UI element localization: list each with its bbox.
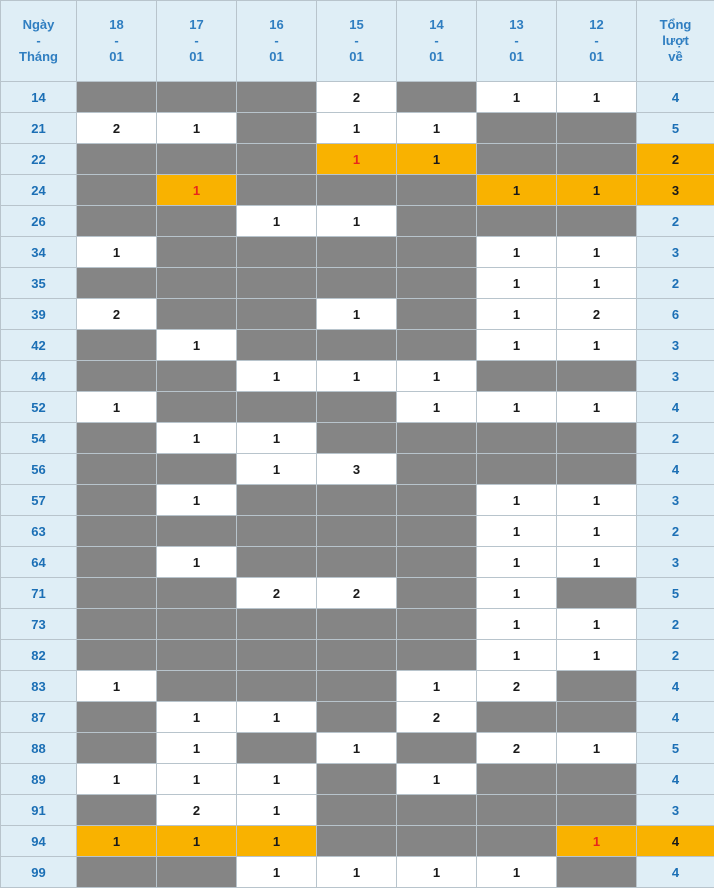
data-cell xyxy=(317,268,397,299)
table-row xyxy=(1,361,714,392)
header-line: - xyxy=(77,33,156,49)
data-cell xyxy=(557,795,637,826)
row-total: 4 xyxy=(637,671,714,702)
header-day-5 xyxy=(477,1,557,82)
data-cell: 1 xyxy=(317,144,397,175)
row-total: 2 xyxy=(637,423,714,454)
row-total: 2 xyxy=(637,268,714,299)
data-cell: 2 xyxy=(157,795,237,826)
table-row xyxy=(1,609,714,640)
data-cell: 1 xyxy=(477,330,557,361)
row-label[interactable]: 91 xyxy=(1,795,77,826)
data-cell: 1 xyxy=(557,330,637,361)
header-day-6 xyxy=(557,1,637,82)
header-date-label xyxy=(1,1,77,82)
data-cell: 1 xyxy=(237,826,317,857)
data-cell xyxy=(317,175,397,206)
header-line: 17 xyxy=(157,17,236,33)
table-row xyxy=(1,423,714,454)
data-cell xyxy=(77,640,157,671)
table-row xyxy=(1,237,714,268)
data-cell xyxy=(477,361,557,392)
row-label[interactable]: 35 xyxy=(1,268,77,299)
table-row xyxy=(1,640,714,671)
data-cell xyxy=(557,113,637,144)
row-total: 3 xyxy=(637,795,714,826)
data-cell: 1 xyxy=(477,516,557,547)
header-line: 01 xyxy=(477,49,556,65)
data-cell: 1 xyxy=(557,516,637,547)
header-line: 01 xyxy=(397,49,476,65)
row-total: 3 xyxy=(637,237,714,268)
data-cell: 1 xyxy=(557,82,637,113)
row-total: 3 xyxy=(637,175,714,206)
data-cell xyxy=(397,237,477,268)
data-cell xyxy=(317,826,397,857)
data-cell xyxy=(157,237,237,268)
table-row xyxy=(1,454,714,485)
data-cell: 1 xyxy=(477,175,557,206)
header-line: 15 xyxy=(317,17,396,33)
header-day-4 xyxy=(397,1,477,82)
header-line: - xyxy=(1,33,76,49)
row-label[interactable]: 57 xyxy=(1,485,77,516)
data-cell: 1 xyxy=(157,423,237,454)
table-row xyxy=(1,826,714,857)
data-cell xyxy=(77,423,157,454)
data-cell xyxy=(397,330,477,361)
data-cell: 1 xyxy=(397,392,477,423)
header-day-1 xyxy=(157,1,237,82)
data-cell xyxy=(557,206,637,237)
data-cell: 1 xyxy=(557,268,637,299)
data-cell xyxy=(237,516,317,547)
data-cell xyxy=(157,361,237,392)
data-cell xyxy=(557,857,637,888)
data-cell: 2 xyxy=(557,299,637,330)
data-cell xyxy=(397,795,477,826)
data-cell: 1 xyxy=(317,733,397,764)
data-cell xyxy=(77,144,157,175)
row-label[interactable]: 83 xyxy=(1,671,77,702)
data-cell xyxy=(557,454,637,485)
header-line: 01 xyxy=(317,49,396,65)
data-cell xyxy=(317,764,397,795)
header-line: 12 xyxy=(557,17,636,33)
header-line: về xyxy=(637,49,714,65)
table-row xyxy=(1,392,714,423)
data-cell: 1 xyxy=(77,237,157,268)
header-line: Tổng xyxy=(637,17,714,33)
data-cell: 2 xyxy=(397,702,477,733)
data-cell xyxy=(77,516,157,547)
data-cell: 1 xyxy=(317,361,397,392)
row-label[interactable]: 39 xyxy=(1,299,77,330)
data-cell xyxy=(237,485,317,516)
data-cell: 1 xyxy=(557,485,637,516)
data-cell xyxy=(557,764,637,795)
row-total: 2 xyxy=(637,516,714,547)
data-cell xyxy=(237,237,317,268)
table-body xyxy=(1,82,714,888)
data-cell xyxy=(397,609,477,640)
data-cell xyxy=(477,454,557,485)
data-cell xyxy=(397,485,477,516)
data-cell xyxy=(237,640,317,671)
data-cell: 2 xyxy=(317,578,397,609)
row-total: 4 xyxy=(637,82,714,113)
row-label[interactable]: 99 xyxy=(1,857,77,888)
data-cell: 1 xyxy=(157,826,237,857)
data-cell xyxy=(317,795,397,826)
data-cell xyxy=(557,361,637,392)
row-label[interactable]: 26 xyxy=(1,206,77,237)
table-row xyxy=(1,547,714,578)
data-cell: 1 xyxy=(477,485,557,516)
row-total: 4 xyxy=(637,826,714,857)
data-cell xyxy=(397,578,477,609)
data-cell: 2 xyxy=(77,113,157,144)
data-cell xyxy=(397,268,477,299)
data-cell: 1 xyxy=(397,361,477,392)
data-cell: 1 xyxy=(77,764,157,795)
table-row xyxy=(1,578,714,609)
data-cell xyxy=(317,485,397,516)
data-cell: 1 xyxy=(237,702,317,733)
data-cell xyxy=(397,826,477,857)
data-cell: 1 xyxy=(477,82,557,113)
data-cell xyxy=(557,144,637,175)
data-cell xyxy=(397,733,477,764)
header-line: - xyxy=(157,33,236,49)
data-cell: 1 xyxy=(157,702,237,733)
data-cell xyxy=(397,299,477,330)
data-cell xyxy=(397,175,477,206)
header-line: 18 xyxy=(77,17,156,33)
data-cell xyxy=(157,671,237,702)
data-cell: 1 xyxy=(477,299,557,330)
data-cell xyxy=(397,206,477,237)
data-cell: 1 xyxy=(157,175,237,206)
header-line: - xyxy=(237,33,316,49)
data-cell xyxy=(237,144,317,175)
row-label[interactable]: 34 xyxy=(1,237,77,268)
data-cell: 1 xyxy=(157,764,237,795)
data-cell: 1 xyxy=(237,857,317,888)
header-row xyxy=(1,1,714,82)
data-cell: 1 xyxy=(557,826,637,857)
row-label[interactable]: 71 xyxy=(1,578,77,609)
row-label[interactable]: 56 xyxy=(1,454,77,485)
data-cell: 1 xyxy=(237,454,317,485)
data-cell xyxy=(397,423,477,454)
header-line: - xyxy=(317,33,396,49)
header-line: 01 xyxy=(77,49,156,65)
table-row xyxy=(1,82,714,113)
data-cell xyxy=(237,330,317,361)
data-cell: 1 xyxy=(477,237,557,268)
data-cell xyxy=(237,609,317,640)
table-row xyxy=(1,330,714,361)
row-label[interactable]: 22 xyxy=(1,144,77,175)
header-day-3 xyxy=(317,1,397,82)
row-total: 2 xyxy=(637,609,714,640)
data-cell xyxy=(157,299,237,330)
data-cell: 3 xyxy=(317,454,397,485)
row-label[interactable]: 63 xyxy=(1,516,77,547)
table-row xyxy=(1,206,714,237)
row-total: 3 xyxy=(637,485,714,516)
data-cell xyxy=(157,144,237,175)
data-cell xyxy=(77,578,157,609)
data-cell xyxy=(157,578,237,609)
row-total: 5 xyxy=(637,733,714,764)
data-cell xyxy=(317,547,397,578)
data-cell xyxy=(317,702,397,733)
data-cell xyxy=(157,82,237,113)
header-line: 01 xyxy=(157,49,236,65)
data-cell xyxy=(77,206,157,237)
row-label[interactable]: 64 xyxy=(1,547,77,578)
data-cell xyxy=(477,826,557,857)
data-cell: 1 xyxy=(157,113,237,144)
data-cell xyxy=(317,423,397,454)
data-cell xyxy=(317,392,397,423)
data-cell xyxy=(157,857,237,888)
data-cell xyxy=(237,113,317,144)
data-cell: 1 xyxy=(397,764,477,795)
header-line: - xyxy=(397,33,476,49)
header-line: - xyxy=(477,33,556,49)
data-cell xyxy=(157,206,237,237)
data-cell: 1 xyxy=(557,609,637,640)
header-line: lượt xyxy=(637,33,714,49)
table-row xyxy=(1,795,714,826)
data-cell xyxy=(157,392,237,423)
table-row xyxy=(1,733,714,764)
data-cell xyxy=(317,640,397,671)
data-cell: 1 xyxy=(477,578,557,609)
row-label[interactable]: 54 xyxy=(1,423,77,454)
data-cell: 2 xyxy=(477,671,557,702)
row-label[interactable]: 89 xyxy=(1,764,77,795)
data-cell: 1 xyxy=(397,113,477,144)
row-total: 4 xyxy=(637,857,714,888)
data-cell xyxy=(237,268,317,299)
data-cell: 1 xyxy=(477,857,557,888)
data-cell: 1 xyxy=(317,299,397,330)
header-line: - xyxy=(557,33,636,49)
row-total: 3 xyxy=(637,547,714,578)
data-cell: 1 xyxy=(557,733,637,764)
table-row xyxy=(1,671,714,702)
data-cell xyxy=(157,640,237,671)
data-cell xyxy=(237,82,317,113)
row-total: 4 xyxy=(637,392,714,423)
data-cell xyxy=(317,330,397,361)
data-cell: 1 xyxy=(237,795,317,826)
data-cell: 1 xyxy=(317,206,397,237)
row-total: 2 xyxy=(637,640,714,671)
data-cell xyxy=(397,640,477,671)
data-cell: 1 xyxy=(237,361,317,392)
header-line: 01 xyxy=(237,49,316,65)
table-row xyxy=(1,268,714,299)
data-cell xyxy=(237,299,317,330)
data-cell xyxy=(77,485,157,516)
data-cell xyxy=(77,82,157,113)
data-cell xyxy=(477,702,557,733)
data-cell: 1 xyxy=(157,547,237,578)
header-line: Tháng xyxy=(1,49,76,65)
data-cell: 1 xyxy=(77,671,157,702)
data-cell xyxy=(237,671,317,702)
row-total: 5 xyxy=(637,578,714,609)
data-cell: 1 xyxy=(237,423,317,454)
table-row xyxy=(1,113,714,144)
data-cell: 2 xyxy=(477,733,557,764)
data-cell xyxy=(77,175,157,206)
data-cell xyxy=(77,268,157,299)
data-cell xyxy=(77,609,157,640)
header-line: 14 xyxy=(397,17,476,33)
row-label[interactable]: 42 xyxy=(1,330,77,361)
data-cell xyxy=(77,702,157,733)
data-cell: 2 xyxy=(77,299,157,330)
data-cell: 1 xyxy=(237,764,317,795)
data-cell: 1 xyxy=(397,857,477,888)
table-row xyxy=(1,144,714,175)
row-total: 3 xyxy=(637,361,714,392)
header-line: 13 xyxy=(477,17,556,33)
data-cell xyxy=(477,795,557,826)
data-cell: 1 xyxy=(477,609,557,640)
data-cell xyxy=(397,82,477,113)
data-cell: 1 xyxy=(397,671,477,702)
data-cell: 1 xyxy=(77,826,157,857)
row-total: 6 xyxy=(637,299,714,330)
data-cell xyxy=(477,764,557,795)
data-cell: 1 xyxy=(397,144,477,175)
data-cell xyxy=(397,516,477,547)
row-label[interactable]: 21 xyxy=(1,113,77,144)
row-label[interactable]: 52 xyxy=(1,392,77,423)
table-header xyxy=(1,1,714,82)
header-line: 16 xyxy=(237,17,316,33)
header-line: 01 xyxy=(557,49,636,65)
data-cell xyxy=(317,516,397,547)
table-row xyxy=(1,857,714,888)
data-cell: 1 xyxy=(477,547,557,578)
data-cell: 1 xyxy=(557,175,637,206)
data-cell xyxy=(77,857,157,888)
header-line: Ngày xyxy=(1,17,76,33)
data-cell: 1 xyxy=(557,547,637,578)
header-day-0 xyxy=(77,1,157,82)
data-cell: 2 xyxy=(237,578,317,609)
data-cell: 1 xyxy=(157,485,237,516)
data-cell: 2 xyxy=(317,82,397,113)
row-label[interactable]: 88 xyxy=(1,733,77,764)
row-label[interactable]: 82 xyxy=(1,640,77,671)
data-cell xyxy=(237,175,317,206)
table-row xyxy=(1,516,714,547)
row-total: 4 xyxy=(637,702,714,733)
data-cell xyxy=(317,237,397,268)
data-cell: 1 xyxy=(477,640,557,671)
data-cell: 1 xyxy=(557,640,637,671)
table-row xyxy=(1,764,714,795)
data-cell xyxy=(77,454,157,485)
row-label[interactable]: 24 xyxy=(1,175,77,206)
table-row xyxy=(1,175,714,206)
data-cell xyxy=(237,392,317,423)
table-row xyxy=(1,299,714,330)
data-cell xyxy=(477,206,557,237)
data-cell xyxy=(77,547,157,578)
data-cell xyxy=(317,671,397,702)
data-cell xyxy=(397,454,477,485)
data-cell: 1 xyxy=(157,733,237,764)
data-cell: 1 xyxy=(477,392,557,423)
data-cell xyxy=(557,702,637,733)
row-total: 4 xyxy=(637,764,714,795)
data-cell xyxy=(237,733,317,764)
row-total: 2 xyxy=(637,144,714,175)
data-cell: 1 xyxy=(237,206,317,237)
row-label[interactable]: 94 xyxy=(1,826,77,857)
data-cell xyxy=(157,516,237,547)
data-cell xyxy=(157,268,237,299)
data-cell: 1 xyxy=(77,392,157,423)
header-day-2 xyxy=(237,1,317,82)
data-cell xyxy=(557,671,637,702)
row-label[interactable]: 44 xyxy=(1,361,77,392)
data-cell: 1 xyxy=(317,113,397,144)
data-cell xyxy=(397,547,477,578)
row-label[interactable]: 14 xyxy=(1,82,77,113)
data-cell xyxy=(77,330,157,361)
row-total: 3 xyxy=(637,330,714,361)
data-cell: 1 xyxy=(557,237,637,268)
data-cell: 1 xyxy=(317,857,397,888)
data-cell xyxy=(557,423,637,454)
row-total: 4 xyxy=(637,454,714,485)
row-label[interactable]: 87 xyxy=(1,702,77,733)
data-cell xyxy=(157,609,237,640)
data-cell xyxy=(77,795,157,826)
header-total-label xyxy=(637,1,714,82)
data-cell: 1 xyxy=(157,330,237,361)
table-row xyxy=(1,702,714,733)
data-cell xyxy=(477,144,557,175)
row-total: 5 xyxy=(637,113,714,144)
data-cell xyxy=(237,547,317,578)
data-cell xyxy=(157,454,237,485)
data-cell: 1 xyxy=(557,392,637,423)
row-label[interactable]: 73 xyxy=(1,609,77,640)
data-cell xyxy=(77,733,157,764)
data-cell: 1 xyxy=(477,268,557,299)
table-row xyxy=(1,485,714,516)
data-cell xyxy=(557,578,637,609)
data-cell xyxy=(77,361,157,392)
row-total: 2 xyxy=(637,206,714,237)
data-cell xyxy=(477,423,557,454)
data-cell xyxy=(477,113,557,144)
data-cell xyxy=(317,609,397,640)
